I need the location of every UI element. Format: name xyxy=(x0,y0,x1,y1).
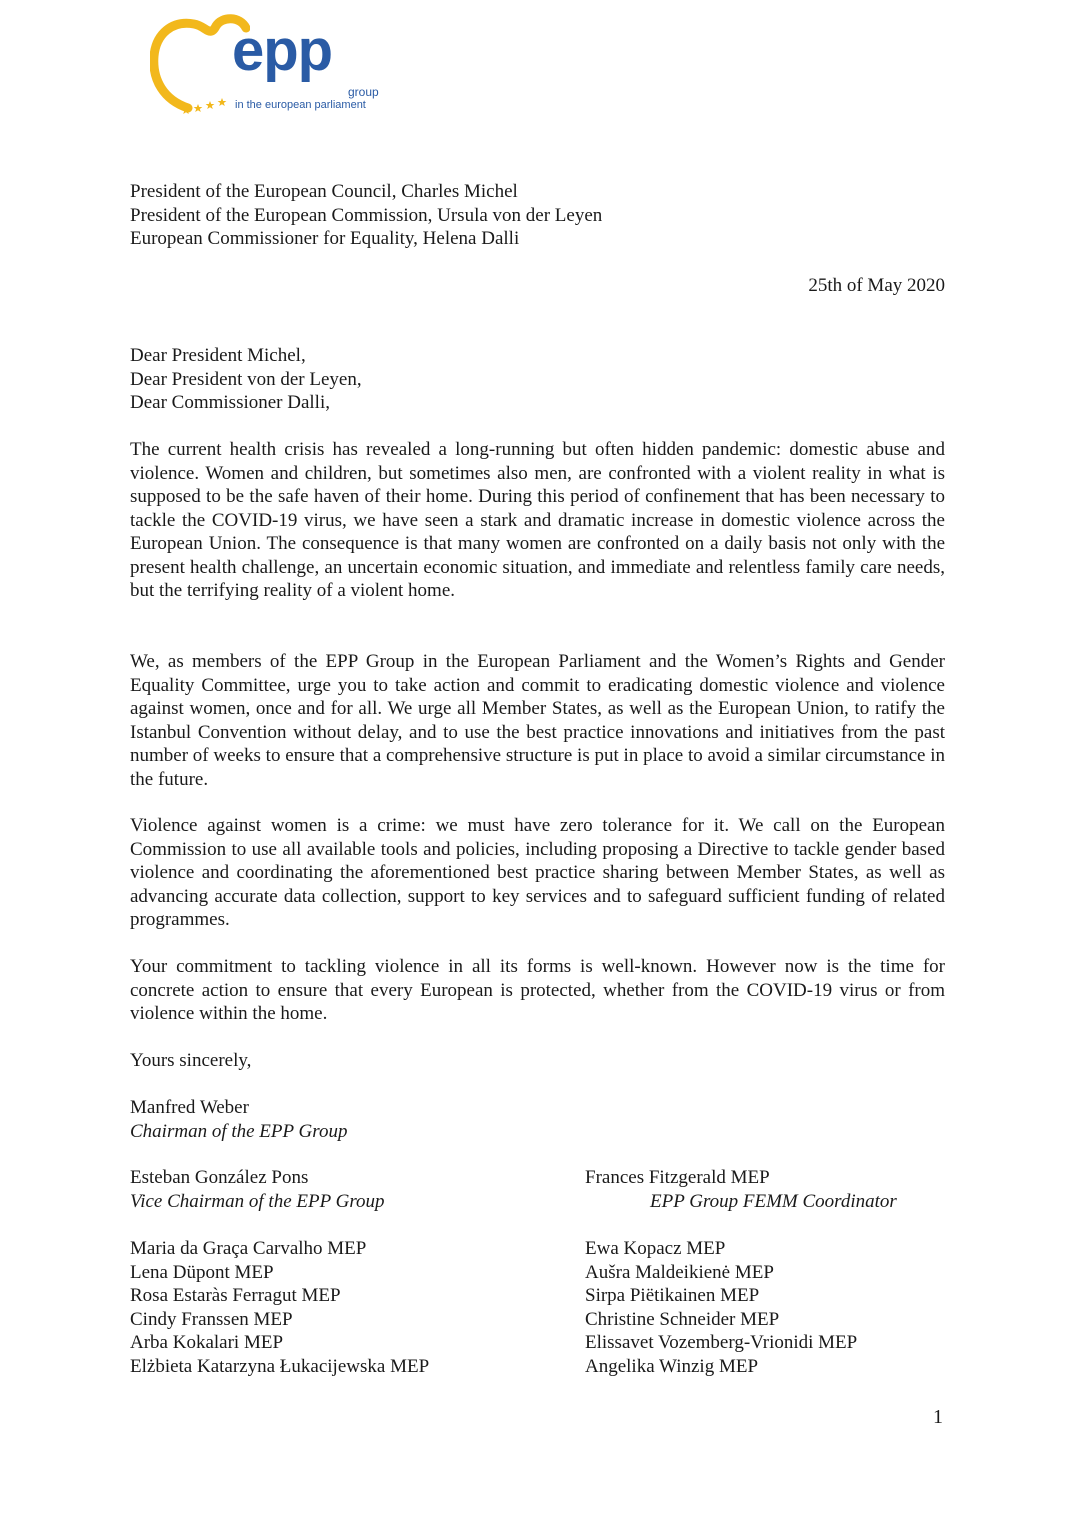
signature-vice-chairman xyxy=(130,1166,385,1213)
recipient-line: European Commissioner for Equality, Helena Dalli xyxy=(130,228,520,249)
signatories-left-column xyxy=(130,1237,429,1378)
closing-line: Yours sincerely, xyxy=(130,1050,252,1071)
salutation-line: Dear President von der Leyen, xyxy=(130,368,362,390)
body-paragraph xyxy=(130,650,945,791)
signatory-title: Vice Chairman of the EPP Group xyxy=(130,1190,385,1212)
signatory-name: Lena Düpont MEP xyxy=(130,1261,274,1283)
signatory-name: Elissavet Vozemberg-Vrionidi MEP xyxy=(585,1332,858,1353)
salutation-line: Dear Commissioner Dalli, xyxy=(130,392,330,413)
signatory-name: Manfred Weber xyxy=(130,1097,249,1118)
paragraph-text: We, as members of the EPP Group in the European Parliament and the Women’s Rights and Gender Equality Committee, urge you to take action and commit to eradicating domestic violence and violence against women, once and for all. We urge all Member States, as well as the European Union, to ratify the Istanbul Convention without delay, and to use the best practice innovations and initiatives from the past number of weeks to ensure that a comprehensive structure is put in place to avoid a similar circumstance in the future. xyxy=(130,651,945,790)
paragraph-text: Your commitment to tackling violence in all its forms is well-known. However now is the time for concrete action to ensure that every European is protected, whether from the COVID-19 virus or from violence within the home. xyxy=(130,956,945,1024)
signatory-name: Christine Schneider MEP xyxy=(585,1308,780,1330)
body-paragraph xyxy=(130,814,945,932)
signatory-name: Sirpa Piëtikainen MEP xyxy=(585,1285,760,1306)
signatory-name: Ewa Kopacz MEP xyxy=(585,1238,726,1259)
recipients-block xyxy=(130,180,602,251)
epp-group-logo xyxy=(150,14,380,119)
letter-date: 25th of May 2020 xyxy=(808,275,945,296)
signatory-name: Cindy Franssen MEP xyxy=(130,1308,293,1330)
signatory-name: Aušra Maldeikienė MEP xyxy=(585,1261,774,1283)
paragraph-text: Violence against women is a crime: we must have zero tolerance for it. We call on the European Commission to use all available tools and policies, including proposing a Directive to tackle gender based violence and coordinating the aforementioned best practice sharing between Member States, as well as advancing accurate data collection, support to key services and to safeguard sufficient funding of related programmes. xyxy=(130,815,945,930)
logo-subtitle: in the european parliament xyxy=(235,99,366,111)
salutation-line: Dear President Michel, xyxy=(130,345,306,366)
body-paragraph xyxy=(130,955,945,1026)
signatory-name: Rosa Estaràs Ferragut MEP xyxy=(130,1285,341,1306)
signatory-name: Esteban González Pons xyxy=(130,1167,309,1188)
paragraph-text: The current health crisis has revealed a long-running but often hidden pandemic: domestic abuse and violence. Women and children, but sometimes also men, are confronted with a violent reality in what is supposed to be the safe haven of their home. During this period of confinement that has been necessary to tackle the COVID-19 virus, we have seen a stark and dramatic increase in domestic violence across the European Union. The consequence is that many women are confronted on a daily basis not only with the present health challenge, an uncertain economic situation, and immediate and relentless family care needs, but the terrifying reality of a violent home. xyxy=(130,439,945,601)
signatory-name: Elżbieta Katarzyna Łukacijewska MEP xyxy=(130,1355,430,1377)
epp-wordmark: epp xyxy=(232,18,333,83)
signatory-name: Arba Kokalari MEP xyxy=(130,1332,284,1353)
signature-chairman xyxy=(130,1096,347,1143)
signatory-name: Maria da Graça Carvalho MEP xyxy=(130,1238,367,1259)
signatory-name: Angelika Winzig MEP xyxy=(585,1355,759,1377)
recipient-line: President of the European Commission, Ursula von der Leyen xyxy=(130,204,603,226)
body-paragraph xyxy=(130,438,945,603)
recipient-line: President of the European Council, Charles Michel xyxy=(130,181,518,202)
signatory-name: Frances Fitzgerald MEP xyxy=(585,1167,770,1188)
salutation-block xyxy=(130,344,362,415)
signatories-right-column xyxy=(585,1237,857,1378)
signature-coordinator xyxy=(585,1166,897,1213)
signatory-title: Chairman of the EPP Group xyxy=(130,1120,348,1142)
signatory-title: EPP Group FEMM Coordinator xyxy=(650,1190,897,1212)
page-number: 1 xyxy=(933,1406,943,1428)
logo-group-text: group xyxy=(348,85,379,99)
